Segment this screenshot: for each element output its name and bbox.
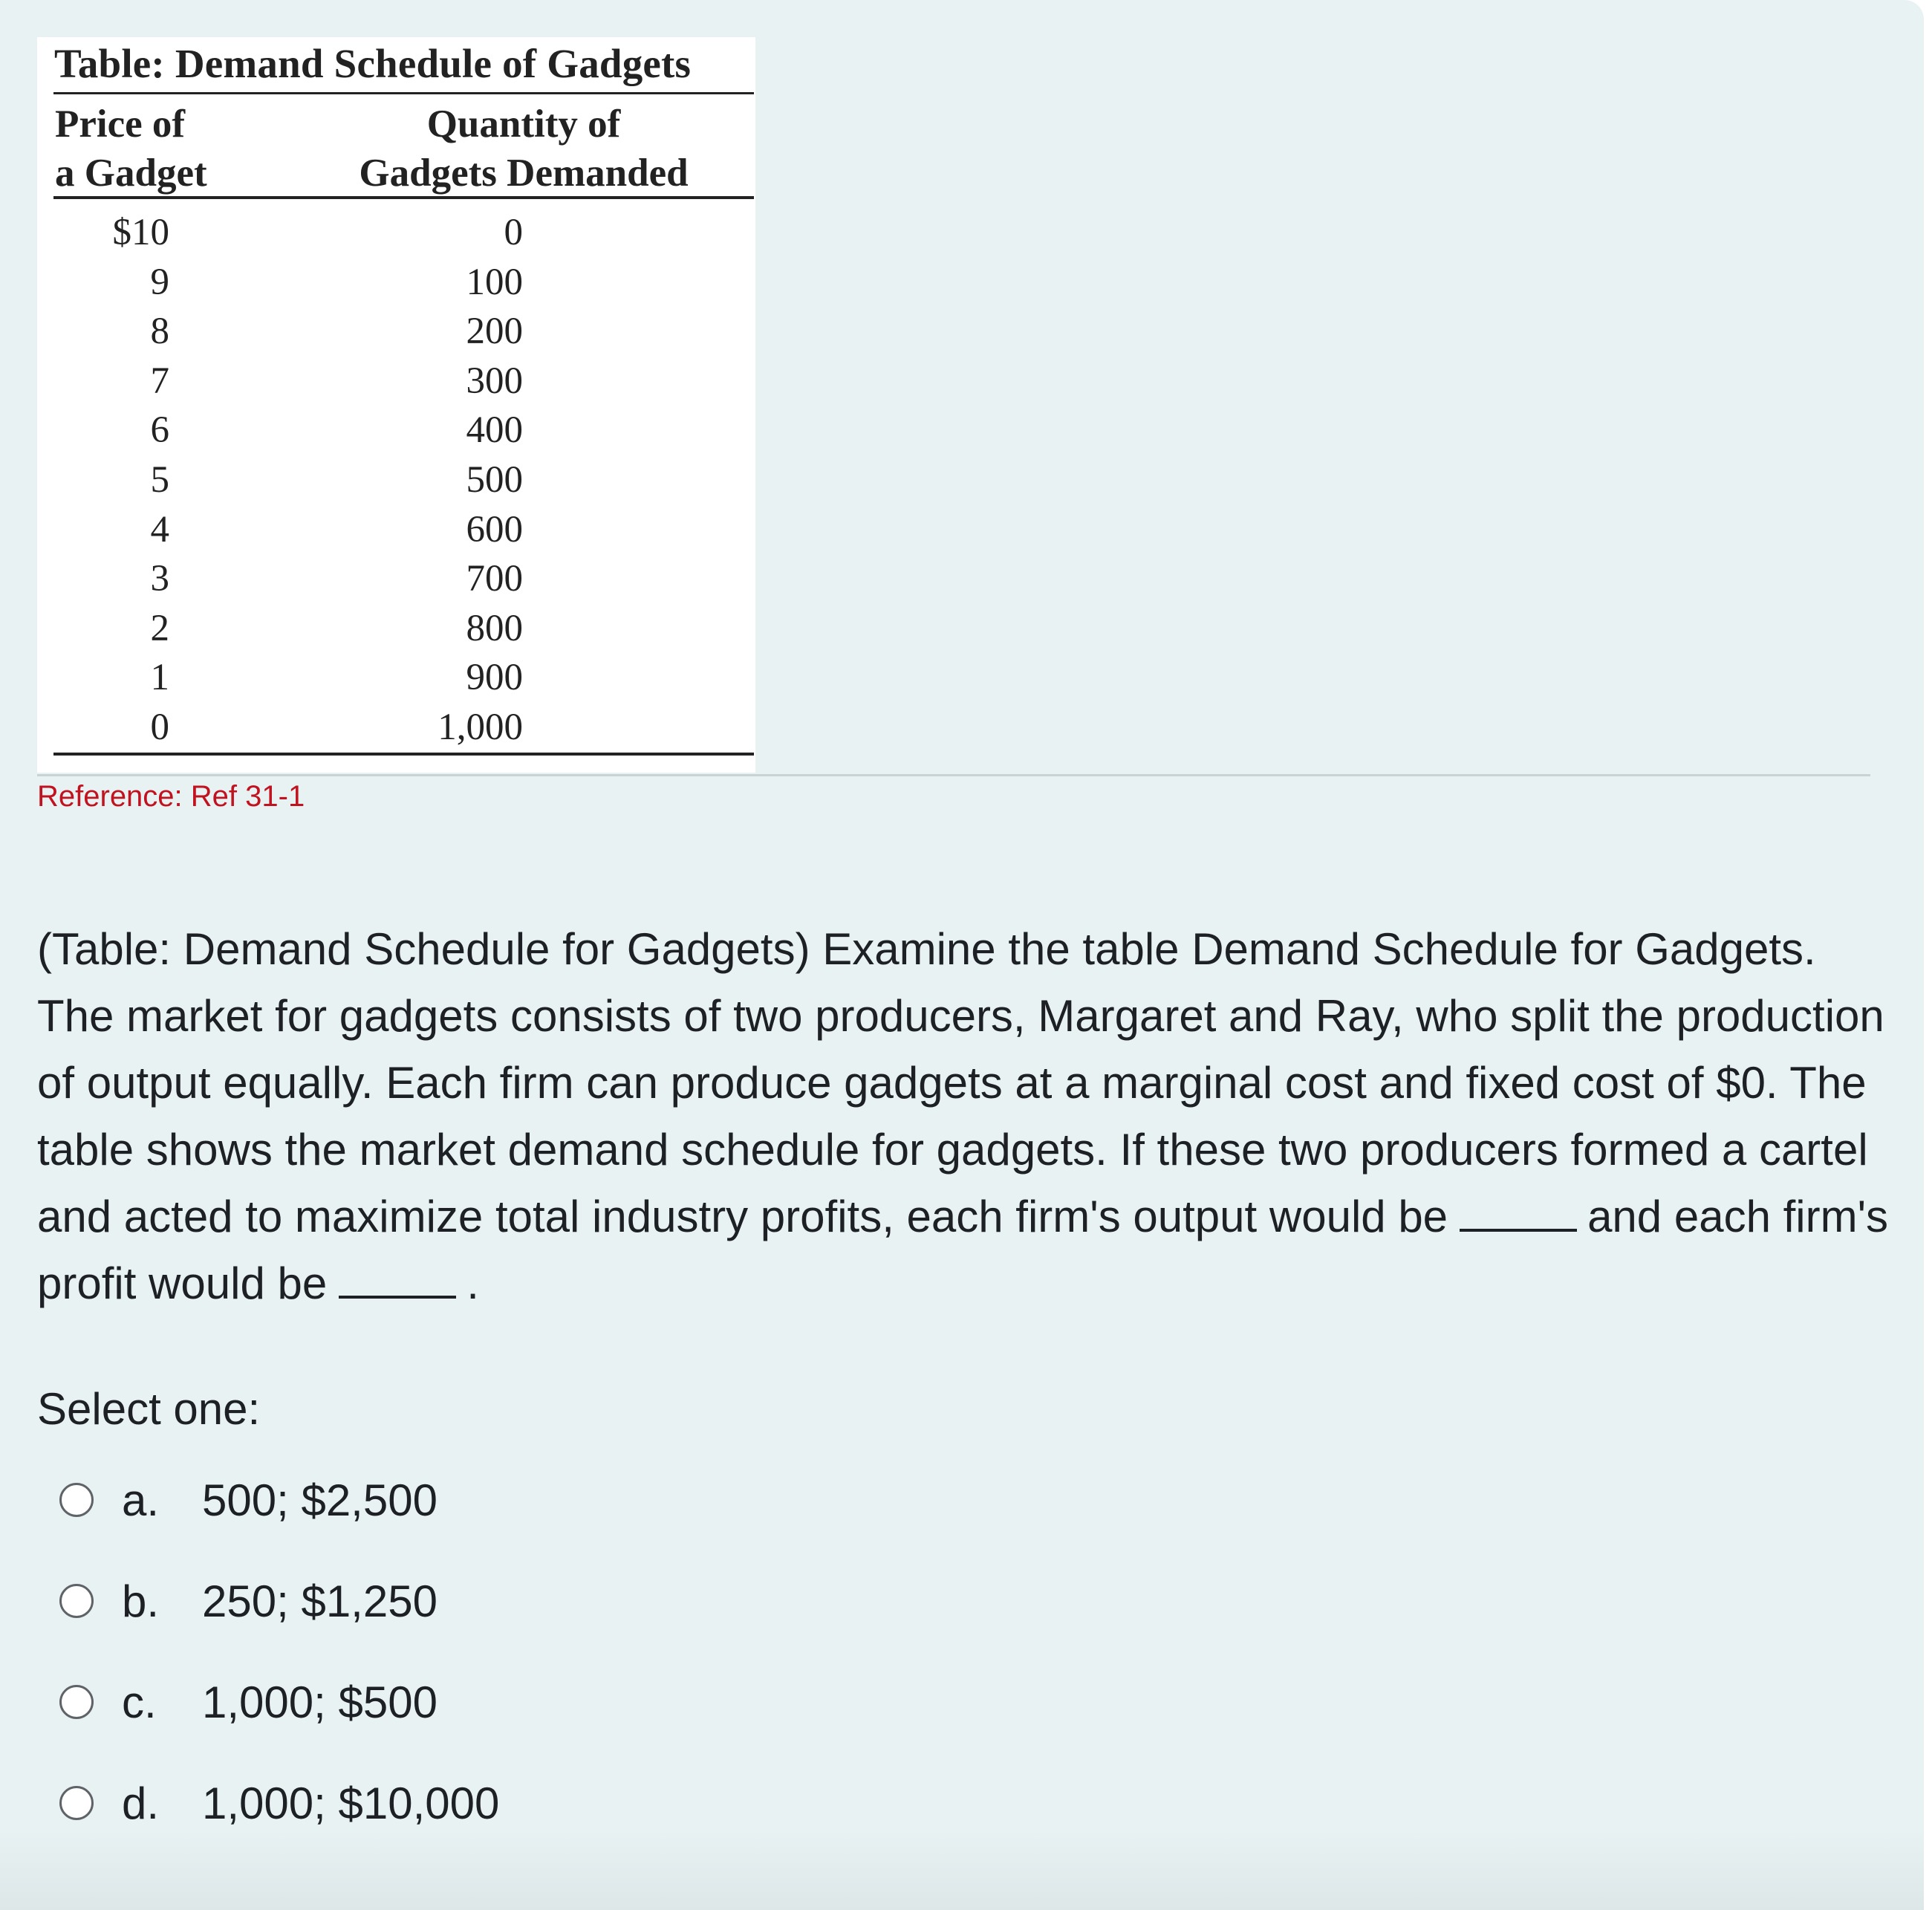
quantity-cell: 600 [466, 508, 523, 550]
question-text-part-1: (Table: Demand Schedule for Gadgets) Examine the table Demand Schedule for Gadgets. The market for gadgets consists of two producers, Margaret and Ray, who split the production of output equally. Each firm can produce gadgets at a marginal cost and fixed cost of $0. The table shows the market demand schedule for gadgets. If these two producers formed a cartel and acted to maximize total industry profits, each firm's output would be [37, 924, 1884, 1241]
table-row [37, 307, 755, 357]
quantity-cell: 500 [466, 458, 523, 501]
table-body [37, 208, 755, 753]
price-cell: 0 [150, 706, 169, 748]
quantity-cell: 0 [504, 212, 523, 253]
table-row [37, 208, 755, 258]
question-text-part-3: . [466, 1258, 479, 1308]
table-rule-header [53, 196, 754, 199]
table-rule-top [53, 92, 754, 94]
option-d[interactable] [59, 1778, 499, 1828]
option-text: 1,000; $10,000 [202, 1778, 500, 1828]
quantity-cell: 1,000 [438, 706, 523, 748]
option-text: 500; $2,500 [202, 1475, 438, 1525]
price-cell: $10 [112, 212, 169, 253]
price-cell: 5 [150, 458, 169, 501]
quantity-cell: 300 [466, 360, 523, 402]
table-row [37, 604, 755, 654]
quantity-cell: 200 [466, 311, 523, 353]
radio-button-c[interactable] [59, 1685, 94, 1719]
option-letter: b. [122, 1576, 160, 1626]
price-column-header: Price of a Gadget [55, 103, 207, 195]
select-one-prompt: Select one: [37, 1384, 261, 1434]
option-b[interactable] [59, 1576, 499, 1626]
answer-blank-output [1460, 1190, 1577, 1232]
option-a[interactable] [59, 1475, 499, 1525]
quantity-cell: 900 [466, 657, 523, 699]
option-letter: c. [122, 1677, 157, 1727]
price-cell: 1 [150, 657, 169, 699]
reference-label: Reference: Ref 31-1 [37, 780, 305, 813]
table-rule-bottom [53, 753, 754, 756]
price-cell: 3 [150, 558, 169, 600]
price-cell: 4 [150, 508, 169, 550]
question-text [37, 916, 1894, 1317]
bottom-shade [0, 1828, 1924, 1910]
table-row [37, 406, 755, 455]
table-row [37, 703, 755, 753]
quantity-cell: 100 [466, 261, 523, 303]
option-letter: d. [122, 1778, 160, 1828]
quantity-cell: 700 [466, 558, 523, 600]
price-cell: 2 [150, 607, 169, 649]
radio-button-a[interactable] [59, 1483, 94, 1517]
question-text-part-2: and each firm's profit would be [37, 1192, 1889, 1308]
table-row [37, 357, 755, 406]
price-cell: 6 [150, 409, 169, 452]
answer-blank-profit [339, 1257, 456, 1299]
table-title: Table: Demand Schedule of Gadgets [54, 41, 692, 86]
table-row [37, 258, 755, 308]
answer-options [59, 1475, 499, 1879]
table-row [37, 554, 755, 604]
option-c[interactable] [59, 1677, 499, 1727]
radio-button-b[interactable] [59, 1584, 94, 1618]
option-letter: a. [122, 1475, 160, 1525]
table-row [37, 653, 755, 703]
demand-schedule-table [37, 37, 755, 773]
price-cell: 9 [150, 261, 169, 303]
table-row [37, 505, 755, 555]
section-divider [37, 774, 1870, 776]
radio-button-d[interactable] [59, 1786, 94, 1820]
option-text: 250; $1,250 [202, 1576, 438, 1626]
quantity-cell: 800 [466, 607, 523, 649]
option-text: 1,000; $500 [202, 1677, 438, 1727]
quantity-column-header: Quantity of Gadgets Demanded [359, 103, 689, 195]
price-cell: 8 [150, 311, 169, 353]
quantity-cell: 400 [466, 409, 523, 452]
price-cell: 7 [150, 360, 169, 402]
table-row [37, 455, 755, 505]
